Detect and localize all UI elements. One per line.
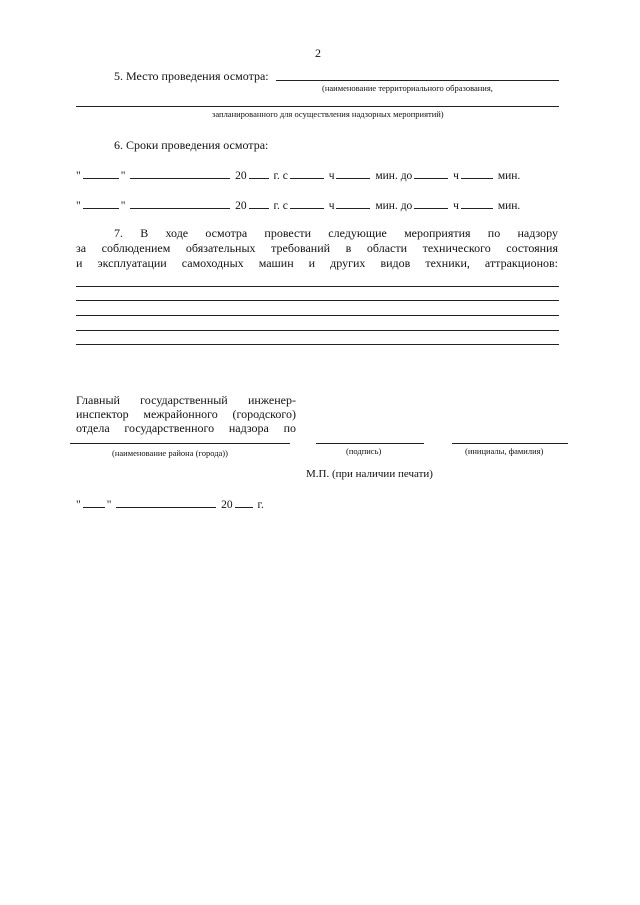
measures-line4[interactable] xyxy=(76,330,559,331)
measures-line1[interactable] xyxy=(76,286,559,287)
min-to-field[interactable] xyxy=(461,167,493,179)
quote-open: " xyxy=(76,200,81,212)
date-year-suffix: г. xyxy=(257,499,264,511)
name-hint: (инициалы, фамилия) xyxy=(465,446,544,456)
hour-label: ч xyxy=(453,170,459,182)
month-field[interactable] xyxy=(130,167,230,179)
min-label: мин. xyxy=(497,170,521,182)
inspector-title-line2: инспектор межрайонного (городского) xyxy=(76,407,296,421)
year-suffix: г. с xyxy=(273,170,288,182)
min-to-field[interactable] xyxy=(461,197,493,209)
hour-label: ч xyxy=(453,200,459,212)
measures-line2[interactable] xyxy=(76,300,559,301)
place-hint2: запланированного для осуществления надзорных мероприятий) xyxy=(212,109,444,119)
quote-close: " xyxy=(120,170,126,182)
period-row-2 xyxy=(76,197,558,212)
min-from-field[interactable] xyxy=(336,167,370,179)
min-to-label: мин. до xyxy=(375,200,413,212)
section7-line2: за соблюдением обязательных требований в области технического состояния xyxy=(76,241,558,255)
inspector-title xyxy=(76,393,296,435)
signature-hint: (подпись) xyxy=(346,446,382,456)
date-month-field[interactable] xyxy=(116,496,216,508)
min-to-label: мин. до xyxy=(375,170,413,182)
quote-close: " xyxy=(120,200,126,212)
day-field[interactable] xyxy=(83,167,119,179)
day-field[interactable] xyxy=(83,197,119,209)
year-field[interactable] xyxy=(249,167,269,179)
date-row xyxy=(76,496,376,511)
inspector-title-line3: отдела государственного надзора по xyxy=(76,421,296,435)
section7-line1: 7. В ходе осмотра провести следующие мероприятия по надзору xyxy=(114,226,558,240)
place-field-line2[interactable] xyxy=(76,106,559,107)
place-hint1: (наименование территориального образования, xyxy=(322,83,493,93)
name-field[interactable] xyxy=(452,443,568,444)
year-suffix: г. с xyxy=(273,200,288,212)
measures-line3[interactable] xyxy=(76,315,559,316)
min-label: мин. xyxy=(497,200,521,212)
inspector-title-line1: Главный государственный инженер- xyxy=(76,393,296,407)
date-day-field[interactable] xyxy=(83,496,105,508)
hour-label: ч xyxy=(328,200,335,212)
section5-label: 5. Место проведения осмотра: xyxy=(114,69,269,83)
year-field[interactable] xyxy=(249,197,269,209)
measures-line5[interactable] xyxy=(76,344,559,345)
quote-open: " xyxy=(76,499,81,511)
section7-line3: и эксплуатации самоходных машин и других видов техники, аттракционов: xyxy=(76,256,558,270)
quote-close: " xyxy=(106,499,112,511)
year-prefix: 20 xyxy=(235,170,247,182)
month-field[interactable] xyxy=(130,197,230,209)
hour-to-field[interactable] xyxy=(414,197,448,209)
place-field-line1[interactable] xyxy=(276,80,559,81)
signature-field[interactable] xyxy=(316,443,424,444)
section6-label: 6. Сроки проведения осмотра: xyxy=(114,138,269,152)
hour-label: ч xyxy=(328,170,335,182)
date-year-prefix: 20 xyxy=(221,499,233,511)
district-field[interactable] xyxy=(70,443,290,444)
hour-to-field[interactable] xyxy=(414,167,448,179)
page-number: 2 xyxy=(315,46,321,60)
hour-from-field[interactable] xyxy=(290,197,324,209)
quote-open: " xyxy=(76,170,81,182)
stamp-label: М.П. (при наличии печати) xyxy=(306,468,433,480)
period-row-1 xyxy=(76,167,558,182)
district-hint: (наименование района (города)) xyxy=(112,448,228,458)
year-prefix: 20 xyxy=(235,200,247,212)
date-year-field[interactable] xyxy=(235,496,253,508)
hour-from-field[interactable] xyxy=(290,167,324,179)
min-from-field[interactable] xyxy=(336,197,370,209)
